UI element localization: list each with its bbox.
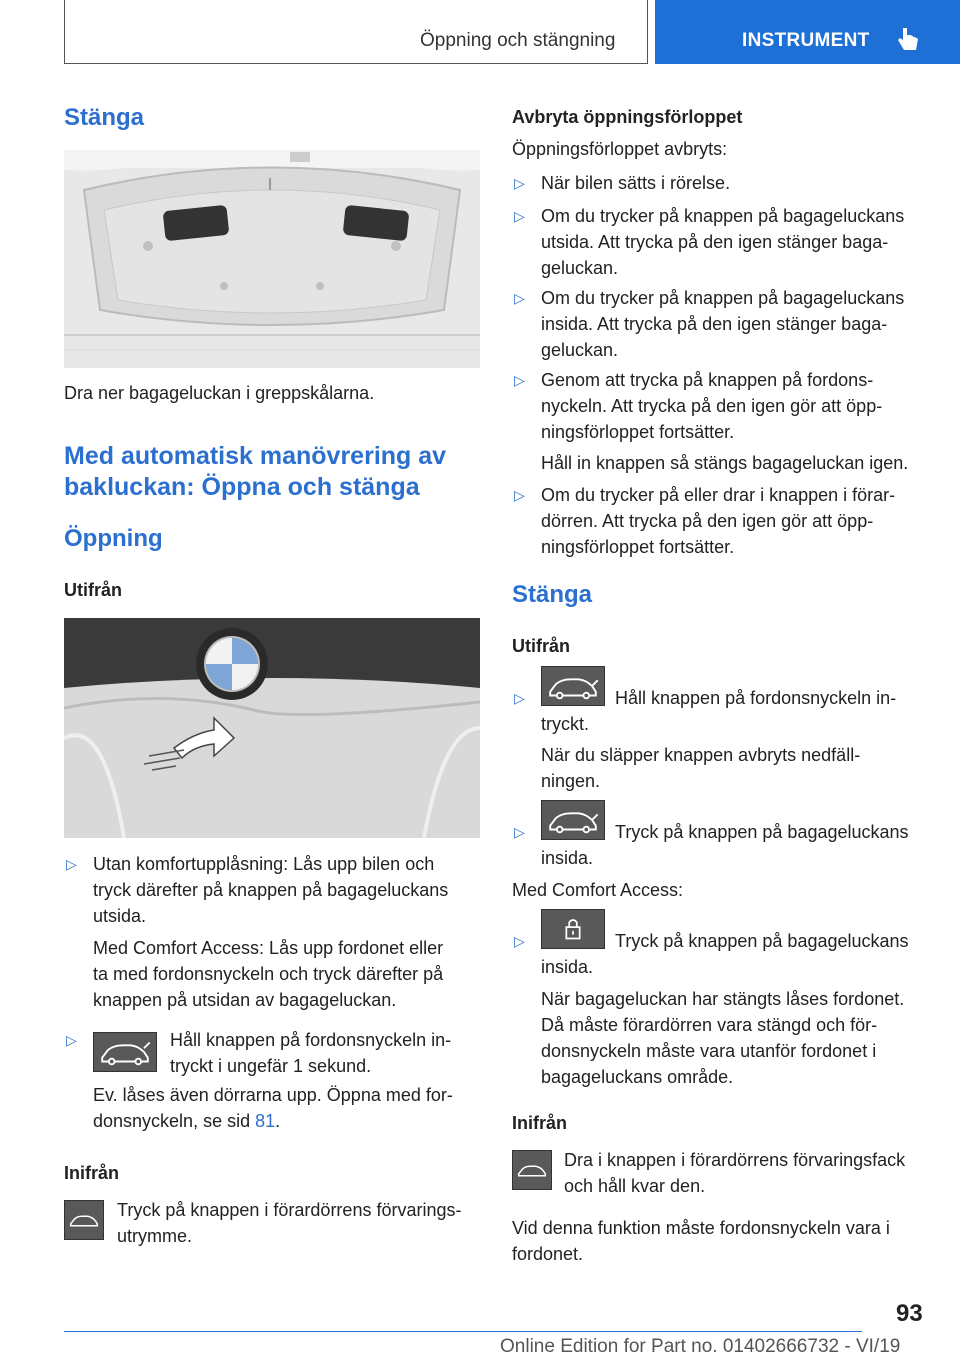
- stanga-heading: Stänga: [64, 104, 145, 131]
- r-bullet5-line2: dörren. Att trycka på den igen gör att öpp-: [541, 511, 874, 531]
- bullet2-sub-line2: donsnyckeln, se sid 81.: [93, 1111, 281, 1131]
- trunk-lid-interior-photo: [64, 150, 480, 368]
- bullet2-line2: tryckt i ungefär 1 sekund.: [170, 1056, 372, 1076]
- bullet-marker: ▷: [514, 690, 525, 706]
- inifran-line1: Tryck på knappen i förardörrens förvarings-: [117, 1200, 462, 1220]
- r-bullet3-line3: geluckan.: [541, 340, 619, 360]
- door-button-icon: [512, 1150, 552, 1190]
- bullet-marker: ▷: [66, 856, 77, 872]
- final-line2: fordonet.: [512, 1244, 584, 1264]
- lock-icon: [541, 909, 605, 949]
- bullet2-line1: Håll knappen på fordonsnyckeln in-: [170, 1030, 452, 1050]
- photo1-caption: Dra ner bagageluckan i greppskålarna.: [64, 383, 375, 403]
- bullet1-sub-line1: Med Comfort Access: Lås upp fordonet eller: [93, 938, 444, 958]
- r-bullet4-line1: Genom att trycka på knappen på fordons-: [541, 370, 874, 390]
- inifran-heading-left: Inifrån: [64, 1163, 120, 1183]
- avbryt-heading: Avbryta öppningsförloppet: [512, 107, 743, 127]
- r-bullet4-line3: ningsförloppet fortsätter.: [541, 422, 735, 442]
- r-bullet1: När bilen sätts i rörelse.: [541, 173, 731, 193]
- utifran-heading-right: Utifrån: [512, 636, 570, 656]
- final-line1: Vid denna funktion måste fordonsnyckeln vara i: [512, 1218, 890, 1238]
- stanga-heading-right: Stänga: [512, 581, 593, 608]
- bullet-marker: ▷: [514, 933, 525, 949]
- r-bullet4-line2: nyckeln. Att trycka på den igen gör att öpp-: [541, 396, 883, 416]
- c3-sub-line4: bagageluckans område.: [541, 1067, 734, 1087]
- pointing-hand-icon: [895, 26, 921, 54]
- footer-divider: [64, 1331, 862, 1332]
- r-inifran-line2: och håll kvar den.: [564, 1176, 706, 1196]
- bullet2-sub-line1: Ev. låses även dörrarna upp. Öppna med for-: [93, 1085, 453, 1105]
- page-link-81[interactable]: 81: [255, 1111, 276, 1131]
- inifran-line2: utrymme.: [117, 1226, 193, 1246]
- door-button-icon: [64, 1200, 104, 1240]
- bullet1-line1: Utan komfortupplåsning: Lås upp bilen och: [93, 854, 435, 874]
- auto-heading-line2: bakluckan: Öppna och stänga: [64, 473, 420, 501]
- car-trunk-close-icon: [541, 800, 605, 840]
- oppning-heading: Öppning: [64, 525, 163, 552]
- bullet-marker: ▷: [514, 175, 525, 191]
- r-bullet2-line2: utsida. Att trycka på den igen stänger baga-: [541, 232, 889, 252]
- c3-sub-line1: När bagageluckan har stängts låses fordonet.: [541, 989, 905, 1009]
- c1-sub-line2: ningen.: [541, 771, 601, 791]
- r-bullet5-line1: Om du trycker på eller drar i knappen i förar-: [541, 485, 896, 505]
- avbryt-intro: Öppningsförloppet avbryts:: [512, 139, 728, 159]
- c1-line1: Håll knappen på fordonsnyckeln in-: [615, 688, 897, 708]
- car-trunk-open-icon: [93, 1032, 157, 1072]
- c3-sub-line3: donsnyckeln måste vara utanför fordonet i: [541, 1041, 877, 1061]
- bullet-marker: ▷: [514, 372, 525, 388]
- c1-sub-line1: När du släpper knappen avbryts nedfäll-: [541, 745, 861, 765]
- tab-instrument-label: INSTRUMENT: [742, 30, 870, 51]
- inifran-heading-right: Inifrån: [512, 1113, 568, 1133]
- c3-line2: insida.: [541, 957, 594, 977]
- comfort-access-label: Med Comfort Access:: [512, 880, 684, 900]
- r-bullet2-line3: geluckan.: [541, 258, 619, 278]
- bullet-marker: ▷: [66, 1032, 77, 1048]
- r-bullet2-line1: Om du trycker på knappen på bagageluckans: [541, 206, 905, 226]
- auto-heading-line1: Med automatisk manövrering av: [64, 442, 447, 470]
- bullet1-line2: tryck därefter på knappen på bagageluckans: [93, 880, 449, 900]
- trunk-button-photo: [64, 618, 480, 838]
- bullet-marker: ▷: [514, 290, 525, 306]
- r-bullet3-line1: Om du trycker på knappen på bagageluckans: [541, 288, 905, 308]
- r-inifran-line1: Dra i knappen i förardörrens förvaringsfack: [564, 1150, 906, 1170]
- r-bullet4-sub: Håll in knappen så stängs bagageluckan igen.: [541, 453, 909, 473]
- c3-line1: Tryck på knappen på bagageluckans: [615, 931, 909, 951]
- c2-line1: Tryck på knappen på bagageluckans: [615, 822, 909, 842]
- bullet-marker: ▷: [514, 824, 525, 840]
- page-number: 93: [896, 1300, 923, 1327]
- footer-edition: Online Edition for Part no. 01402666732 - VI/19: [500, 1336, 901, 1357]
- r-bullet5-line3: ningsförloppet fortsätter.: [541, 537, 735, 557]
- utifran-heading-left: Utifrån: [64, 580, 122, 600]
- c2-line2: insida.: [541, 848, 594, 868]
- r-bullet3-line2: insida. Att trycka på den igen stänger baga-: [541, 314, 888, 334]
- c3-sub-line2: Då måste förardörren vara stängd och för-: [541, 1015, 878, 1035]
- car-trunk-close-icon: [541, 666, 605, 706]
- section-title: Öppning och stängning: [420, 30, 616, 51]
- bullet1-sub-line3: knappen på utsidan av bagageluckan.: [93, 990, 397, 1010]
- c1-line2: tryckt.: [541, 714, 589, 734]
- bullet1-line3: utsida.: [93, 906, 147, 926]
- bullet1-sub-line2: ta med fordonsnyckeln och tryck därefter på: [93, 964, 444, 984]
- bullet-marker: ▷: [514, 208, 525, 224]
- bullet-marker: ▷: [514, 487, 525, 503]
